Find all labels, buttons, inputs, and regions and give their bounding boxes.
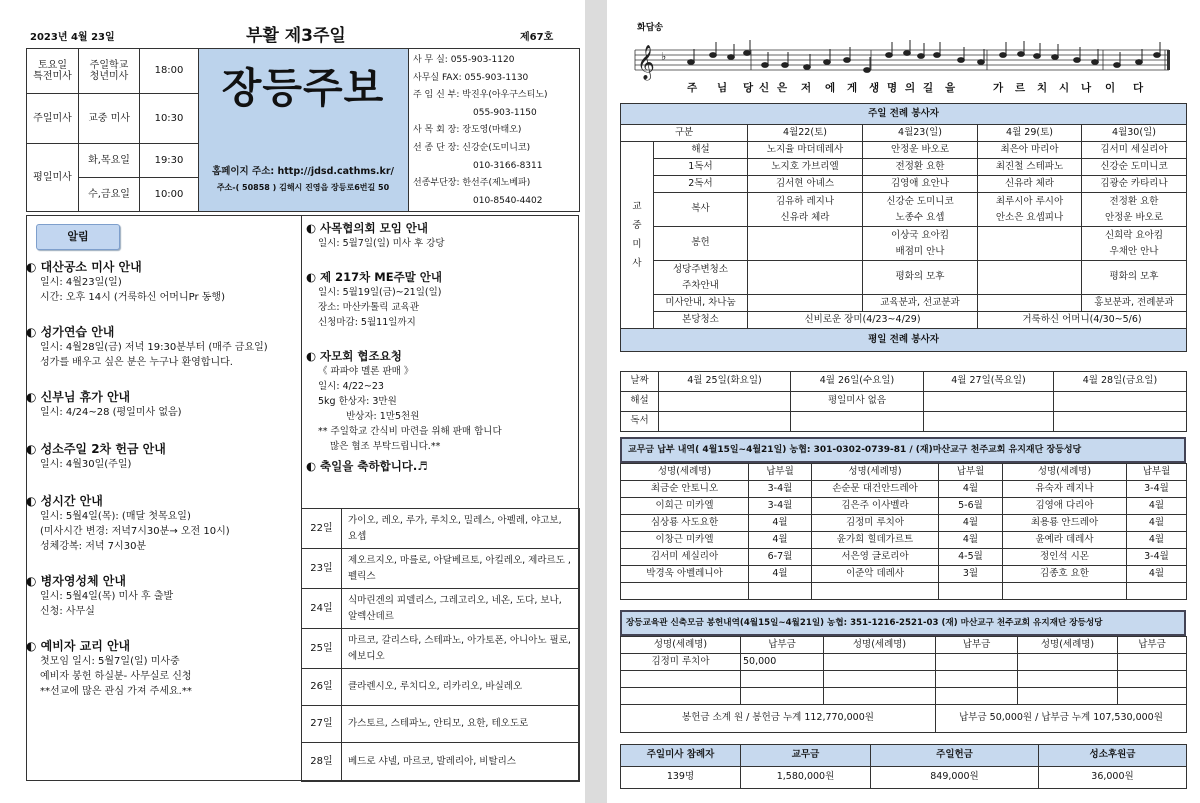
- donor-name: 이희근 미카엘: [621, 498, 749, 515]
- col-header: 납부금: [741, 637, 824, 654]
- role: 해설: [654, 142, 748, 159]
- donor-name: 정인석 시몬: [1003, 549, 1127, 566]
- paid-month: 4월: [749, 515, 812, 532]
- server-cell: [659, 392, 791, 412]
- lyric: 치: [1037, 82, 1048, 94]
- note-head: [1136, 60, 1143, 65]
- lyric: 가: [993, 82, 1004, 94]
- notice-line: 일시: 4/22~23: [318, 381, 384, 392]
- contact-line: 055-903-1150: [473, 107, 537, 118]
- page-gutter: [585, 0, 607, 803]
- contact-line: 선종부단장: 한선주(제노베파): [413, 178, 531, 189]
- feast-names: 베드로 샤넬, 마르코, 발레리아, 비탈리스: [342, 743, 580, 782]
- notice-line: 일시: 4월23일(일): [40, 277, 122, 288]
- building-fund-table: [620, 636, 1187, 733]
- notice-line: 시간: 오후 14시 (거룩하신 어머니Pr 동행): [40, 292, 225, 303]
- role: 성당주변청소 주차안내: [654, 261, 748, 295]
- donor-name: 박경욱 아벨레니아: [621, 566, 749, 583]
- col-header: 4월 29(토): [978, 125, 1082, 142]
- feast-day: 25일: [302, 629, 342, 669]
- contact-line: 010-8540-4402: [473, 195, 543, 206]
- notice-line: 신청마감: 5월11일까지: [318, 317, 416, 328]
- church-address: 주소-( 50858 ) 김해시 진영읍 장등로6번길 50: [216, 183, 390, 192]
- col-header: 4월23(일): [863, 125, 978, 142]
- contact-line: 사 무 실: 055-903-1120: [413, 55, 515, 65]
- donor-name: 이준악 데레사: [812, 566, 939, 583]
- finance-header: 교무금: [741, 745, 871, 767]
- server-cell: 교육분과, 선교분과: [863, 295, 978, 312]
- col-header: 성명(세례명): [621, 464, 749, 481]
- note-head: [762, 63, 769, 68]
- lyric: 신: [759, 82, 770, 94]
- server-cell: 거룩하신 어머니(4/30~5/6): [978, 312, 1187, 329]
- donor-name: 김영애 다리아: [1003, 498, 1127, 515]
- col-header: 성명(세례명): [1018, 637, 1118, 654]
- donor-name: 유숙자 레지나: [1003, 481, 1127, 498]
- lyric: 나: [1081, 82, 1092, 94]
- mass-group: 평일미사: [27, 144, 79, 212]
- paid-month: 4월: [939, 515, 1003, 532]
- note-head: [688, 60, 695, 65]
- server-cell: 김서현 아녜스: [748, 176, 863, 193]
- role: 봉헌: [654, 227, 748, 261]
- notice-list: [26, 258, 301, 699]
- notice-line: ** 주일학교 간식비 마련을 위해 판매 합니다: [318, 426, 502, 437]
- lyric: 시: [1059, 82, 1070, 94]
- lyric: 게: [847, 82, 858, 94]
- note-head: [710, 53, 717, 58]
- homepage-address: 홈페이지 주소: http://jdsd.cathms.kr/: [212, 166, 394, 177]
- feast-day: 28일: [302, 743, 342, 782]
- paid-month: 4월: [939, 532, 1003, 549]
- contacts-cell: [409, 49, 580, 212]
- notice-title: ◐ 대산공소 미사 안내: [26, 260, 142, 274]
- lyrics-line: [607, 80, 1200, 94]
- notice-line: 예비자 봉헌 하실분- 사무실로 신청: [40, 671, 192, 682]
- role: 해설: [621, 392, 659, 412]
- finance-header: 성소후원금: [1039, 745, 1187, 767]
- sunday-servers-title: 주일 전례 봉사자: [621, 104, 1187, 125]
- paid-month: 3-4월: [1127, 549, 1187, 566]
- contact-line: 선 종 단 장: 신강순(도미니코): [413, 142, 531, 153]
- server-cell: 이상국 요아킴 배점미 안나: [863, 227, 978, 261]
- lyric: 주: [687, 82, 698, 94]
- role: 복사: [654, 193, 748, 227]
- note-head: [1034, 54, 1041, 59]
- server-cell: 노지호 가브리엘: [748, 159, 863, 176]
- notice-tab[interactable]: 알림: [36, 224, 120, 250]
- notice-line: 성가를 배우고 싶은 분은 누구나 환영합니다.: [40, 357, 233, 368]
- bulletin-title: 부활 제3주일: [246, 26, 346, 46]
- note-head: [1114, 63, 1121, 68]
- notice-line: 많은 협조 부탁드립니다.**: [330, 441, 441, 452]
- col-header: 납부월: [939, 464, 1003, 481]
- mass-name: 수,금요일: [79, 178, 140, 212]
- feast-names: 제오르지오, 마를로, 아달베르토, 아킬레오, 제라르도 , 펠릭스: [342, 549, 580, 589]
- contact-line: 사무실 FAX: 055-903-1130: [413, 72, 529, 83]
- offering-summary: 봉헌금 소계 원 / 봉헌금 누계 112,770,000원: [621, 705, 936, 733]
- col-header: 성명(세례명): [1003, 464, 1127, 481]
- note-head: [864, 68, 871, 73]
- feast-day: 27일: [302, 706, 342, 743]
- side-label: 교 중 미 사: [621, 142, 654, 329]
- feast-day: 23일: [302, 549, 342, 589]
- notice-line: 5kg 한상자: 3만원: [318, 396, 397, 407]
- notice-line: 일시: 5월19일(금)~21일(일): [318, 287, 442, 298]
- left-page: [0, 0, 585, 803]
- lyric: 다: [1133, 82, 1144, 94]
- paid-month: 3-4월: [1127, 481, 1187, 498]
- server-cell: [748, 227, 863, 261]
- feast-title: ◐ 축일을 축하합니다.♬: [306, 459, 428, 473]
- lyric: 은: [777, 82, 788, 94]
- server-cell: 김영애 요안나: [863, 176, 978, 193]
- lyric: 님: [717, 82, 728, 94]
- server-cell: [1054, 412, 1187, 432]
- note-head: [886, 53, 893, 58]
- lyric: 의: [905, 82, 916, 94]
- notice-line: 일시: 4월28일(금) 저녁 19:30분부터 (매주 금요일): [40, 342, 268, 353]
- col-header: 구분: [621, 125, 748, 142]
- feast-names: 마르코, 갈리스타, 스테파노, 아가토폰, 아니아노 필로, 에보디오: [342, 629, 580, 669]
- sunday-servers-table: [620, 103, 1187, 352]
- server-cell: 김유하 레지나 신유라 체라: [748, 193, 863, 227]
- notice-title: ◐ 제 217차 ME주말 안내: [306, 270, 443, 284]
- paid-month: 4-5월: [939, 549, 1003, 566]
- col-header: 4월30(일): [1082, 125, 1187, 142]
- mass-time: 10:00: [140, 178, 199, 212]
- payment-summary: 납부금 50,000원 / 납부금 누계 107,530,000원: [936, 705, 1187, 733]
- paid-month: 4월: [1127, 532, 1187, 549]
- server-cell: [978, 295, 1082, 312]
- server-cell: 안정운 바오로: [863, 142, 978, 159]
- right-page: [607, 0, 1200, 803]
- server-cell: 홍보분과, 전례분과: [1082, 295, 1187, 312]
- server-cell: 최진철 스테파노: [978, 159, 1082, 176]
- note-head: [978, 60, 985, 65]
- donor-name: 김서미 세실리아: [621, 549, 749, 566]
- server-cell: [791, 412, 924, 432]
- donor-name: 윤예라 데레사: [1003, 532, 1127, 549]
- building-fund-title: 장등교육관 신축모금 봉헌내역(4월15일~4월21일) 농협: 351-1216-2521-03 (재) 마산교구 천주교회 유지재단 장등성당: [620, 610, 1186, 636]
- mass-group: 주일미사: [27, 94, 79, 144]
- mass-time: 19:30: [140, 144, 199, 178]
- paid-month: 3월: [939, 566, 1003, 583]
- notice-line: (미사시간 변경: 저녁7시30분→ 오전 10시): [40, 526, 230, 537]
- paid-month: 4월: [1127, 566, 1187, 583]
- paid-month: 3-4월: [749, 498, 812, 515]
- server-cell: [978, 227, 1082, 261]
- lyric: 르: [1015, 82, 1026, 94]
- mass-time: 10:30: [140, 94, 199, 144]
- donor-name: 김정미 루치아: [812, 515, 939, 532]
- bulletin-date: 2023년 4월 23일: [30, 32, 115, 43]
- mass-group: 토요일 특전미사: [27, 49, 79, 94]
- feast-names: 클라렌시오, 루치디오, 리카리오, 바실레오: [342, 669, 580, 706]
- donor-name: 최용룡 안드레아: [1003, 515, 1127, 532]
- feast-names: 식마린겐의 피델리스, 그레고리오, 네온, 도다, 보나, 알렉산데르: [342, 589, 580, 629]
- note-head: [844, 58, 851, 63]
- server-cell: 평화의 모후: [863, 261, 978, 295]
- col-header: 납부월: [749, 464, 812, 481]
- notice-line: 반상자: 1만5천원: [346, 411, 420, 422]
- role: 미사안내, 차나눔: [654, 295, 748, 312]
- notice-title: ◐ 성가연습 안내: [26, 325, 115, 339]
- col-header: 납부금: [1118, 637, 1187, 654]
- lyric: 이: [1105, 82, 1116, 94]
- lyric: 명: [887, 82, 898, 94]
- paid-month: 4월: [1127, 515, 1187, 532]
- feast-day: 22일: [302, 509, 342, 549]
- server-cell: [924, 412, 1054, 432]
- logo-text: 장등주보: [221, 64, 385, 112]
- note-head: [728, 55, 735, 60]
- notice-title: ◐ 성시간 안내: [26, 494, 103, 508]
- notice-line: 신청: 사무실: [40, 606, 95, 617]
- gyomu-table: [620, 463, 1187, 600]
- donor-name: 김은주 이사벨라: [812, 498, 939, 515]
- server-cell: [978, 261, 1082, 295]
- paid-month: 4월: [1127, 498, 1187, 515]
- note-head: [804, 65, 811, 70]
- finance-header: 주일헌금: [871, 745, 1039, 767]
- donor-name: 서은영 글로리아: [812, 549, 939, 566]
- weekday-servers-title: 평일 전례 봉사자: [621, 329, 1187, 352]
- note-head: [1052, 55, 1059, 60]
- paid-month: 3-4월: [749, 481, 812, 498]
- donor-name: 윤가희 힐데가르트: [812, 532, 939, 549]
- server-cell: 전정환 요한: [863, 159, 978, 176]
- role: 1독서: [654, 159, 748, 176]
- vocation-support: 36,000원: [1039, 767, 1187, 789]
- music-label: 화답송: [637, 23, 664, 33]
- feast-day: 24일: [302, 589, 342, 629]
- server-cell: 신유라 체라: [978, 176, 1082, 193]
- lyric: 에: [825, 82, 836, 94]
- role: 본당청소: [654, 312, 748, 329]
- mass-time: 18:00: [140, 49, 199, 94]
- col-header: 납부금: [936, 637, 1018, 654]
- notice-line: 일시: 5월4일(목): (매달 첫목요일): [40, 511, 191, 522]
- server-cell: 최은아 마리아: [978, 142, 1082, 159]
- notice-line: 성체강복: 저녁 7시30분: [40, 541, 147, 552]
- attendance-count: 139명: [621, 767, 741, 789]
- paid-month: 6-7월: [749, 549, 812, 566]
- feast-day: 26일: [302, 669, 342, 706]
- note-head: [958, 58, 965, 63]
- col-header: 성명(세례명): [621, 637, 741, 654]
- lyric: 길: [923, 82, 934, 94]
- feast-names: 가스토르, 스테파노, 안티모, 요한, 테오도로: [342, 706, 580, 743]
- notice-line: 첫모임 일시: 5월7일(일) 미사중: [40, 656, 180, 667]
- mass-name: 주일학교 청년미사: [79, 49, 140, 94]
- note-head: [1154, 53, 1161, 58]
- donor-name: 손순문 대건안드레아: [812, 481, 939, 498]
- contact-line: 주 임 신 부: 박진우(아우구스티노): [413, 90, 548, 101]
- notice-line: **선교에 많은 관심 가져 주세요.**: [40, 686, 192, 697]
- paid-month: 5-6월: [939, 498, 1003, 515]
- server-cell: 신강순 도미니코: [1082, 159, 1187, 176]
- notice-line: 일시: 4월30일(주일): [40, 459, 132, 470]
- paid-month: 4월: [939, 481, 1003, 498]
- notice-line: 《 파파야 멜론 판매 》: [318, 366, 414, 377]
- server-cell: 신강순 도미니코 노종수 요셉: [863, 193, 978, 227]
- sunday-collection: 849,000원: [871, 767, 1039, 789]
- col-header: 성명(세례명): [824, 637, 936, 654]
- note-head: [918, 54, 925, 59]
- feast-table: [301, 508, 580, 782]
- mass-name: 화,목요일: [79, 144, 140, 178]
- col-header: 납부월: [1127, 464, 1187, 481]
- notice-line: 일시: 5월7일(일) 미사 후 강당: [318, 238, 445, 249]
- col-header: 4월 27일(목요일): [924, 372, 1054, 392]
- paid-amount: 50,000: [741, 654, 824, 671]
- treble-clef-icon: 𝄞: [637, 45, 655, 80]
- note-head: [934, 53, 941, 58]
- role: 2독서: [654, 176, 748, 193]
- server-cell: [1054, 392, 1187, 412]
- note-head: [782, 63, 789, 68]
- server-cell: 김서미 세실리아: [1082, 142, 1187, 159]
- server-cell: 신희락 요아킴 우채안 안나: [1082, 227, 1187, 261]
- lyric: 생: [869, 82, 880, 94]
- notice-line: 일시: 5월4일(목) 미사 후 출발: [40, 591, 174, 602]
- server-cell: 노지율 마더데레사: [748, 142, 863, 159]
- donor-name: 이창근 미카엘: [621, 532, 749, 549]
- server-cell: 평화의 모후: [1082, 261, 1187, 295]
- note-head: [1092, 60, 1099, 65]
- server-cell: 평일미사 없음: [791, 392, 924, 412]
- finance-table: [620, 744, 1187, 789]
- server-cell: 김광순 카타리나: [1082, 176, 1187, 193]
- notice-line: 일시: 4/24~28 (평일미사 없음): [40, 407, 182, 418]
- lyric: 을: [945, 82, 956, 94]
- notice-line: 장소: 마산카톨릭 교육관: [318, 302, 420, 313]
- note-head: [904, 51, 911, 56]
- logo-box: [199, 49, 409, 212]
- server-cell: 신비로운 장미(4/23~4/29): [748, 312, 978, 329]
- server-cell: 최루시아 루시아 안소은 요셉피나: [978, 193, 1082, 227]
- col-header: 4월 26일(수요일): [791, 372, 924, 392]
- contact-line: 010-3166-8311: [473, 160, 543, 171]
- server-cell: [748, 261, 863, 295]
- right-notice-list: [306, 216, 578, 474]
- mass-name: 교중 미사: [79, 94, 140, 144]
- notice-title: ◐ 신부님 휴가 안내: [26, 390, 131, 404]
- lyric: 저: [801, 82, 812, 94]
- col-header: 성명(세례명): [812, 464, 939, 481]
- finance-header: 주일미사 참례자: [621, 745, 741, 767]
- col-header: 4월 28일(금요일): [1054, 372, 1187, 392]
- issue-number: 제67호: [520, 32, 554, 43]
- paid-month: 4월: [749, 532, 812, 549]
- paid-month: 4월: [749, 566, 812, 583]
- col-header: 4월 25일(화요일): [659, 372, 791, 392]
- col-header: 날짜: [621, 372, 659, 392]
- weekday-servers-table: [620, 371, 1187, 432]
- note-head: [1018, 52, 1025, 57]
- feast-names: 가이오, 레오, 루가, 루치오, 밀레스, 아펠레, 야고보, 요셉: [342, 509, 580, 549]
- notice-title: ◐ 병자영성체 안내: [26, 574, 126, 588]
- donor-name: 심상룡 사도요한: [621, 515, 749, 532]
- server-cell: [659, 412, 791, 432]
- mass-schedule-table: [26, 48, 580, 212]
- flat-icon: ♭: [661, 50, 667, 63]
- gyomu-title: 교무금 납부 내역( 4월15일~4월21일) 농협: 301-0302-0739-81 / (재)마산교구 천주교회 유지재단 장등성당: [620, 437, 1186, 463]
- gyomu-total: 1,580,000원: [741, 767, 871, 789]
- contact-line: 사 목 회 장: 장도영(마태오): [413, 125, 522, 136]
- role: 독서: [621, 412, 659, 432]
- donor-name: 김종호 요한: [1003, 566, 1127, 583]
- lyric: 당: [743, 82, 754, 94]
- col-header: 4월22(토): [748, 125, 863, 142]
- server-cell: [748, 295, 863, 312]
- donor-name: 김정미 루치아: [621, 654, 741, 671]
- server-cell: 전정환 요한 안정운 바오로: [1082, 193, 1187, 227]
- note-head: [744, 51, 751, 56]
- notice-title: ◐ 사목협의회 모임 안내: [306, 221, 429, 235]
- notice-title: ◐ 자모회 협조요청: [306, 349, 402, 363]
- notice-title: ◐ 성소주일 2차 헌금 안내: [26, 442, 166, 456]
- note-head: [1000, 53, 1007, 58]
- server-cell: [924, 392, 1054, 412]
- note-head: [824, 60, 831, 65]
- donor-name: 최금순 안토니오: [621, 481, 749, 498]
- note-head: [1074, 58, 1081, 63]
- notice-title: ◐ 예비자 교리 안내: [26, 639, 131, 653]
